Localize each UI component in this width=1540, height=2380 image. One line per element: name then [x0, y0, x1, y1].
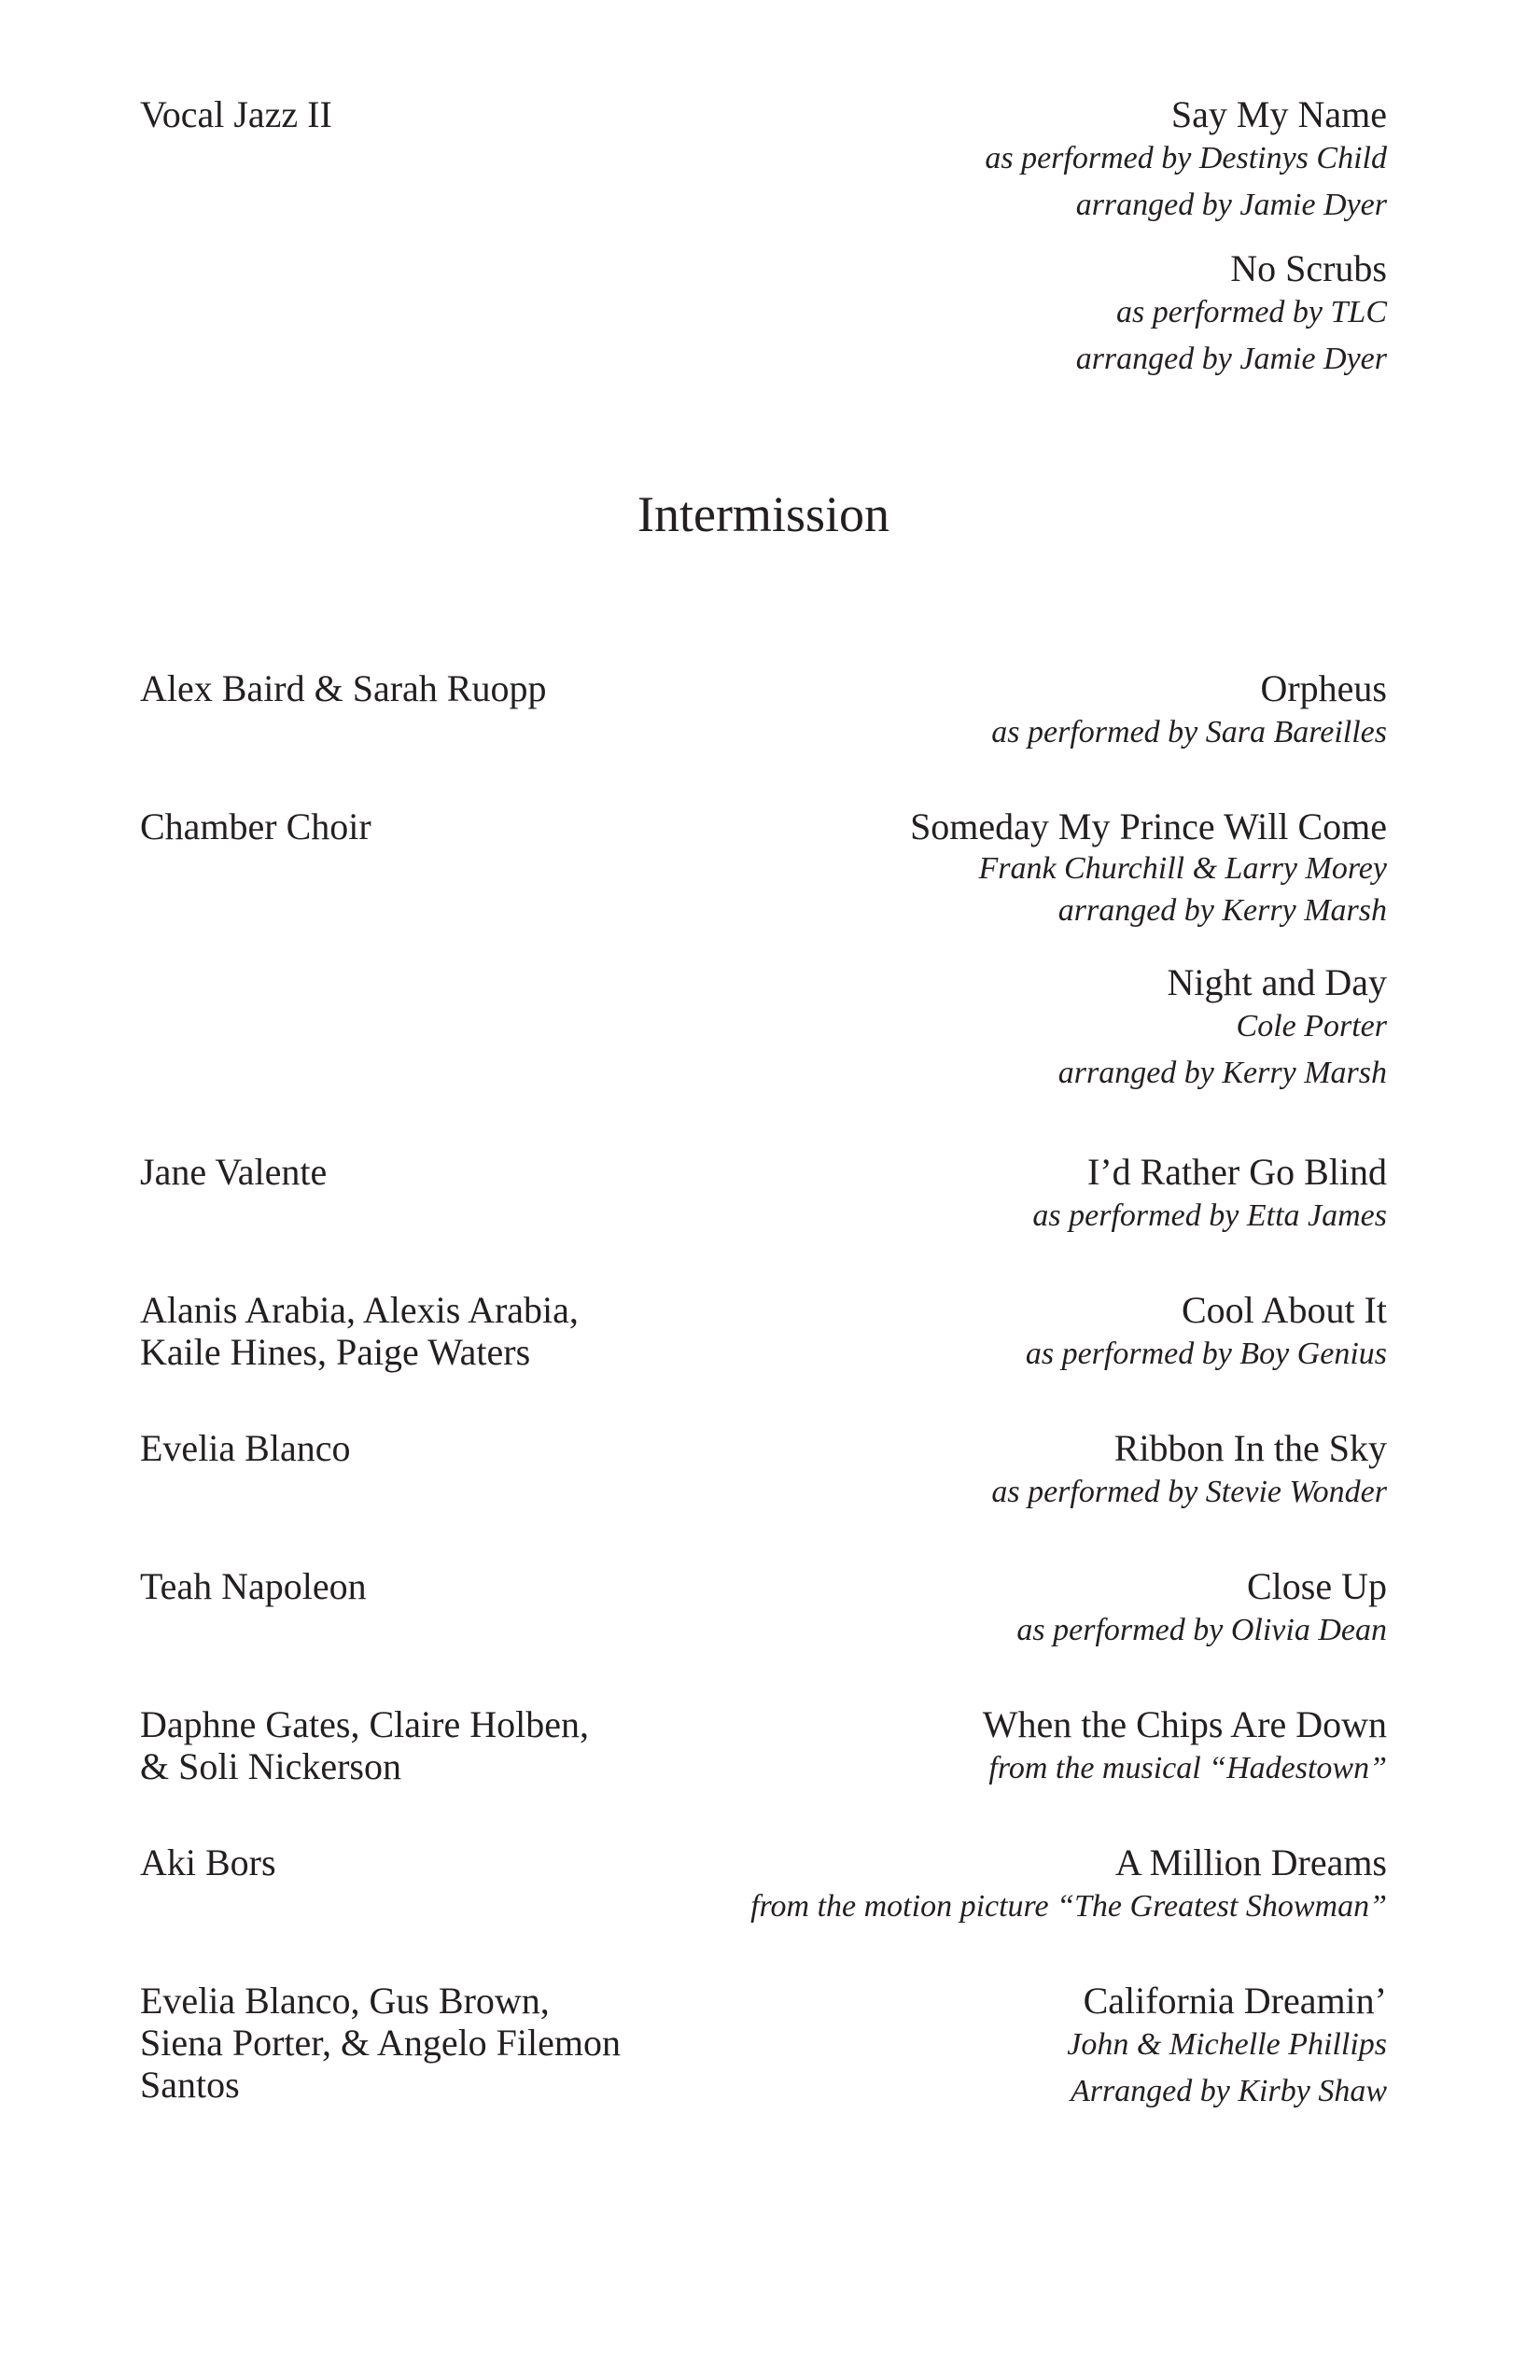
performer-name: Chamber Choir — [140, 805, 371, 847]
piece-credit: Arranged by Kirby Shaw — [1070, 2074, 1387, 2108]
piece — [360, 1703, 1387, 1792]
piece — [360, 1980, 1387, 2115]
piece-title: Say My Name — [1170, 93, 1387, 135]
piece-list — [360, 667, 1387, 756]
piece-list — [360, 93, 1387, 383]
piece-list — [360, 1151, 1387, 1239]
piece-title: I’d Rather Go Blind — [1086, 1151, 1387, 1193]
piece-credit: arranged by Jamie Dyer — [1075, 188, 1387, 222]
piece-credit: as performed by Sara Bareilles — [991, 715, 1387, 749]
piece-credit: as performed by Stevie Wonder — [991, 1475, 1387, 1509]
piece-credit: arranged by Kerry Marsh — [1057, 1056, 1387, 1090]
piece-credit: as performed by TLC — [1116, 295, 1387, 329]
concert-program-page — [140, 0, 1387, 2380]
piece-list — [360, 1703, 1387, 1792]
piece-title: Night and Day — [1167, 961, 1387, 1003]
piece-credit: John & Michelle Phillips — [1067, 2027, 1387, 2062]
piece-credit: arranged by Kerry Marsh — [1057, 893, 1387, 928]
piece — [360, 1427, 1387, 1516]
piece-list — [360, 1841, 1387, 1930]
piece-credit: as performed by Etta James — [1032, 1198, 1387, 1233]
piece-title: No Scrubs — [1230, 247, 1387, 289]
piece — [360, 1289, 1387, 1378]
performer-name: Evelia Blanco, Gus Brown, Siena Porter, & Angelo Filemon Santos — [140, 1980, 622, 2106]
piece-credit: Cole Porter — [1236, 1009, 1387, 1043]
piece-list — [360, 1289, 1387, 1378]
performer-name: Teah Napoleon — [140, 1565, 367, 1607]
piece — [360, 667, 1387, 756]
piece — [360, 1151, 1387, 1239]
piece-credit: as performed by Olivia Dean — [1016, 1613, 1387, 1647]
performer-name: Jane Valente — [140, 1151, 328, 1193]
piece-credit: arranged by Jamie Dyer — [1075, 342, 1387, 376]
piece-list — [360, 1980, 1387, 2115]
piece-list — [360, 805, 1387, 1097]
piece-list — [360, 1565, 1387, 1654]
piece — [360, 247, 1387, 383]
piece-title: Close Up — [1247, 1565, 1387, 1607]
performer-name: Alex Baird & Sarah Ruopp — [140, 667, 547, 709]
piece-credit: as performed by Boy Genius — [1025, 1337, 1387, 1371]
piece — [360, 93, 1387, 229]
performer-name: Evelia Blanco — [140, 1427, 351, 1469]
piece-title: Ribbon In the Sky — [1113, 1427, 1387, 1469]
piece — [360, 1565, 1387, 1654]
piece-title: Someday My Prince Will Come — [910, 805, 1387, 847]
piece-credit: as performed by Destinys Child — [985, 141, 1387, 175]
piece — [360, 1841, 1387, 1930]
piece — [360, 805, 1387, 931]
piece-credit: from the musical “Hadestown” — [988, 1751, 1387, 1785]
piece-title: California Dreamin’ — [1083, 1980, 1387, 2022]
intermission-heading: Intermission — [637, 486, 889, 542]
piece-title: Cool About It — [1181, 1289, 1387, 1331]
piece-title: When the Chips Are Down — [982, 1703, 1387, 1745]
performer-name: Aki Bors — [140, 1841, 276, 1883]
piece-title: Orpheus — [1260, 667, 1387, 709]
performer-name: Alanis Arabia, Alexis Arabia, Kaile Hines, Paige Waters — [140, 1289, 579, 1373]
piece-credit: Frank Churchill & Larry Morey — [978, 851, 1387, 886]
piece-title: A Million Dreams — [1114, 1841, 1387, 1883]
piece — [360, 961, 1387, 1097]
piece-credit: from the motion picture “The Greatest Showman” — [750, 1889, 1387, 1924]
performer-name: Vocal Jazz II — [140, 93, 332, 135]
performer-name: Daphne Gates, Claire Holben, & Soli Nickerson — [140, 1703, 589, 1787]
piece-list — [360, 1427, 1387, 1516]
